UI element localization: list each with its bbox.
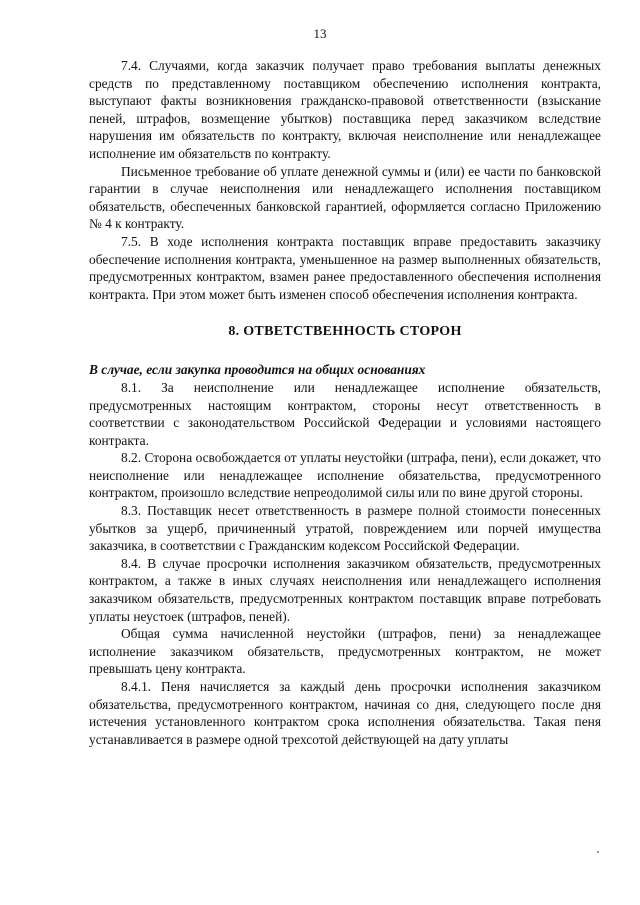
paragraph-7-5: 7.5. В ходе исполнения контракта поставщик вправе предоставить заказчику обеспечение исполнения контракта, уменьшенное на размер выполненных обязательств, предусмотренных контрактом, взамен ранее предоставленного обеспечения исполнения контракта. При этом может быть изменен способ обеспечения исполнения контракта. [89, 233, 601, 302]
paragraph-penalty-cap: Общая сумма начисленной неустойки (штрафов, пени) за ненадлежащее исполнение заказчиком обязательств, предусмотренных контрактом, не может превышать цену контракта. [89, 626, 601, 677]
paragraph-8-3: 8.3. Поставщик несет ответственность в размере полной стоимости понесенных убытков за ущерб, причиненный утратой, повреждением или порчей имущества заказчика, в соответствии с Гражданским кодексом Российской Федерации. [89, 503, 601, 554]
paragraph-8-4: 8.4. В случае просрочки исполнения заказчиком обязательств, предусмотренных контрактом, а также в иных случаях неисполнения или ненадлежащего исполнения заказчиком обязательств, предусмотренных контрактом поставщик вправе потребовать уплаты неустоек (штрафов, пеней). [89, 555, 601, 624]
paragraph-8-1: 8.1. За неисполнение или ненадлежащее исполнение обязательств, предусмотренных настоящим контрактом, стороны несут ответственность в соответствии с законодательством Российской Федерации и условиями настоящего контракта. [89, 379, 601, 448]
scan-speck [597, 851, 599, 853]
section-subheading: В случае, если закупка проводится на общих основаниях [89, 362, 426, 378]
paragraph-8-4-1: 8.4.1. Пеня начисляется за каждый день просрочки исполнения заказчиком обязательства, предусмотренного контрактом, начиная со дня, следующего после дня истечения установленного контрактом срока исполнения обязательства. Такая пеня устанавливается в размере одной трехсотой действующей на дату уплаты [89, 679, 601, 747]
paragraph-bank-guarantee-demand: Письменное требование об уплате денежной суммы и (или) ее части по банковской гарантии в случае неисполнения или ненадлежащего исполнения поставщиком обязательств, обеспеченных банковской гарантией, оформляется согласно Приложению № 4 к контракту. [89, 163, 601, 232]
section-title: 8. ОТВЕТСТВЕННОСТЬ СТОРОН [228, 324, 462, 340]
paragraph-7-4: 7.4. Случаями, когда заказчик получает право требования выплаты денежных средств по представленному поставщиком обеспечению исполнения контракта, выступают факты возникновения гражданско-правовой ответственности (взыскание пеней, штрафов, возмещение убытков) поставщика перед заказчиком вследствие нарушения им обязательств по контракту, включая неисполнение или ненадлежащее исполнение им обязательств по контракту. [89, 58, 601, 161]
paragraph-8-2: 8.2. Сторона освобождается от уплаты неустойки (штрафа, пени), если докажет, что неисполнение или ненадлежащее исполнение обязательства, предусмотренного контрактом, произошло вследствие непреодолимой силы или по вине другой стороны. [89, 450, 601, 501]
page-number: 13 [313, 26, 327, 41]
document-body [89, 57, 601, 748]
